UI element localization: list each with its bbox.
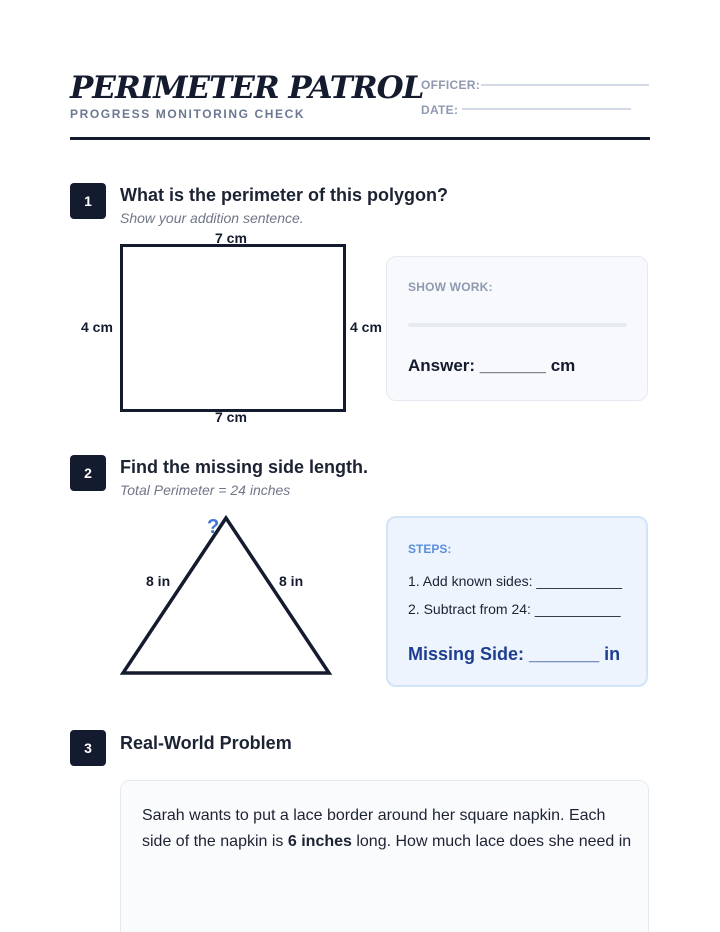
problem-text-part-1: Sarah wants to put a lace border around her square napkin. Each side of the napkin is bbox=[142, 807, 606, 850]
rectangle-top-label: 7 cm bbox=[215, 230, 247, 246]
show-work-box bbox=[386, 256, 648, 401]
missing-side-answer: Missing Side: _______ in bbox=[408, 644, 621, 664]
question-2-number: 2 bbox=[70, 455, 106, 491]
rectangle-right-label: 4 cm bbox=[350, 319, 382, 335]
page-subtitle: PROGRESS MONITORING CHECK bbox=[70, 107, 306, 121]
question-2-title: Find the missing side length. bbox=[120, 457, 369, 477]
step-1: 1. Add known sides: ___________ bbox=[408, 573, 623, 589]
question-3-title: Real-World Problem bbox=[120, 733, 292, 753]
question-1-number: 1 bbox=[70, 183, 106, 219]
steps-box bbox=[386, 516, 648, 687]
officer-label: OFFICER: bbox=[421, 78, 481, 92]
triangle-right-label: 8 in bbox=[279, 573, 304, 589]
triangle-shape bbox=[123, 518, 329, 673]
unknown-side-mark: ? bbox=[207, 516, 220, 538]
work-line[interactable] bbox=[408, 323, 627, 327]
answer-line: Answer: _______ cm bbox=[408, 356, 576, 375]
problem-text-part-2: long. How much lace does she need in bbox=[351, 833, 632, 850]
date-label: DATE: bbox=[421, 103, 459, 117]
step-2: 2. Subtract from 24: ___________ bbox=[408, 601, 621, 617]
page-title: PERIMETER PATROL bbox=[70, 70, 424, 106]
question-2-subtitle: Total Perimeter = 24 inches bbox=[120, 482, 291, 498]
question-3-number: 3 bbox=[70, 730, 106, 766]
question-1-subtitle: Show your addition sentence. bbox=[120, 210, 304, 226]
rectangle-bottom-label: 7 cm bbox=[215, 409, 247, 425]
question-1-title: What is the perimeter of this polygon? bbox=[120, 185, 449, 205]
problem-text-emphasis: 6 inches bbox=[287, 833, 352, 850]
rectangle-shape bbox=[122, 246, 345, 411]
steps-label: STEPS: bbox=[408, 542, 452, 556]
rectangle-left-label: 4 cm bbox=[81, 319, 113, 335]
real-world-problem-box bbox=[120, 780, 649, 932]
show-work-label: SHOW WORK: bbox=[408, 280, 493, 294]
triangle-left-label: 8 in bbox=[146, 573, 171, 589]
problem-text bbox=[142, 803, 632, 855]
